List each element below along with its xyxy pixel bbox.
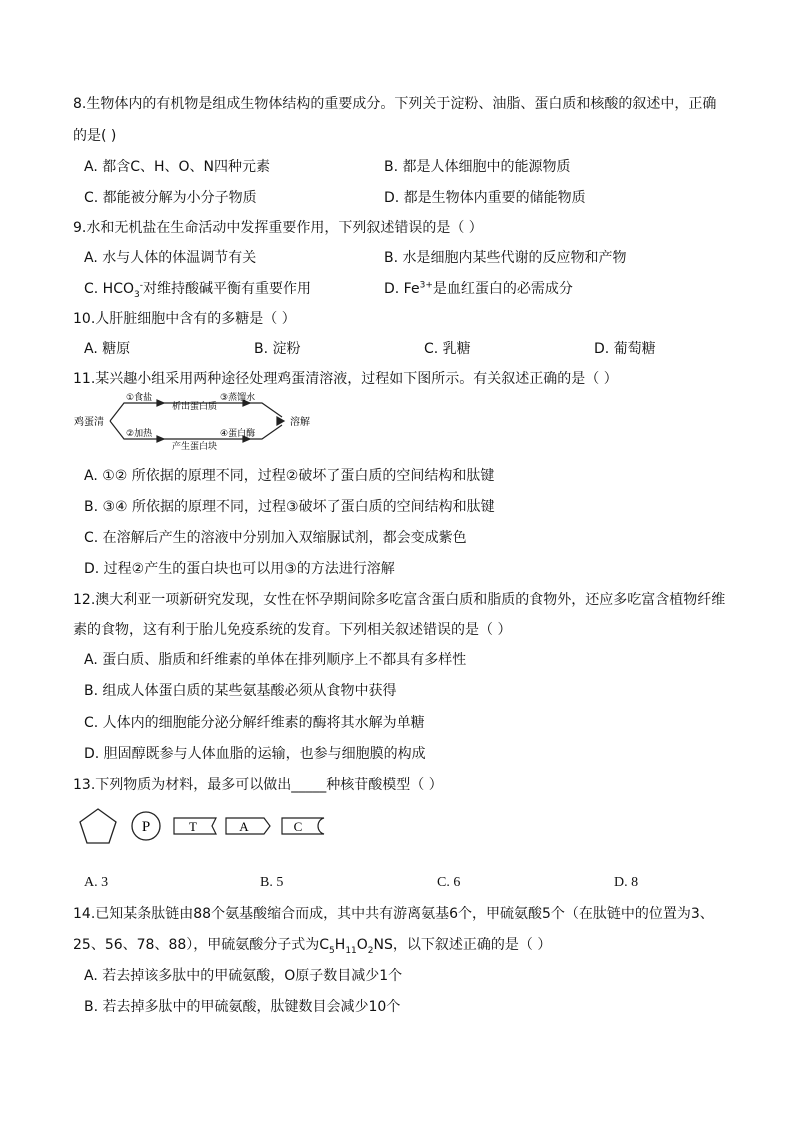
q13-option-c: C. 6 xyxy=(437,875,461,890)
base-c-shape xyxy=(282,818,324,834)
q11-option-b: B. ③④ 所依据的原理不同，过程③破坏了蛋白质的空间结构和肽键 xyxy=(84,499,495,515)
q10-option-b: B. 淀粉 xyxy=(254,341,301,357)
phosphate-label: P xyxy=(141,819,151,835)
q13-nucleotide-parts xyxy=(78,806,328,852)
q11-option-c: C. 在溶解后产生的溶液中分别加入双缩脲试剂，都会变成紫色 xyxy=(84,530,467,546)
q8-option-b: B. 都是人体细胞中的能源物质 xyxy=(384,159,571,175)
fig-product1-label: 析出蛋白质 xyxy=(172,402,218,412)
q11-stem: 11.某兴趣小组采用两种途径处理鸡蛋清溶液，过程如下图所示。有关叙述正确的是（ ） xyxy=(73,371,618,387)
q14-stem-line1: 14.已知某条肽链由88个氨基酸缩合而成，其中共有游离氨基6个，甲硫氨酸5个（在肽链中的位置为3、 xyxy=(73,906,714,922)
fig-step3-label: ③蒸馏水 xyxy=(220,393,256,403)
q12-option-b: B. 组成人体蛋白质的某些氨基酸必须从食物中获得 xyxy=(84,683,397,699)
base-a-label: A xyxy=(239,819,249,834)
fig-step1-label: ①食盐 xyxy=(126,393,153,403)
q9-option-c: C. $HCO_3^-$对维持酸碱平衡有重要作用 xyxy=(84,280,311,300)
q8-option-a: A. 都含C、H、O、N四种元素 xyxy=(84,159,271,175)
lower-arrowhead-1 xyxy=(157,436,164,442)
fig-product2-label: 产生蛋白块 xyxy=(172,442,218,451)
q11-option-d: D. 过程②产生的蛋白块也可以用③的方法进行溶解 xyxy=(84,561,395,577)
fig-end-label: 溶解 xyxy=(290,417,310,428)
q11-option-a: A. ①② 所依据的原理不同，过程②破坏了蛋白质的空间结构和肽键 xyxy=(84,468,495,484)
base-c-label: C xyxy=(293,819,303,834)
pentose-pentagon-icon xyxy=(80,809,116,843)
merge-arrowhead xyxy=(277,417,284,425)
q10-stem: 10.人肝脏细胞中含有的多糖是（ ） xyxy=(73,311,296,327)
q13-stem: 13.下列物质为材料，最多可以做出_____种核苷酸模型（ ） xyxy=(73,777,443,793)
q14-option-b: B. 若去掉多肽中的甲硫氨酸，肽键数目会减少10个 xyxy=(84,999,401,1015)
fig-start-label: 鸡蛋清 xyxy=(74,417,104,428)
q9-option-b: B. 水是细胞内某些代谢的反应物和产物 xyxy=(384,250,627,266)
q12-option-d: D. 胆固醇既参与人体血脂的运输，也参与细胞膜的构成 xyxy=(84,746,426,762)
q8-option-d: D. 都是生物体内重要的储能物质 xyxy=(384,190,586,206)
q13-option-a: A. 3 xyxy=(84,875,109,890)
q13-option-d: D. 8 xyxy=(614,875,639,890)
fig-step4-label: ④蛋白酶 xyxy=(220,429,256,439)
q14-option-a: A. 若去掉该多肽中的甲硫氨酸，O原子数目减少1个 xyxy=(84,968,403,984)
q12-stem-line2: 素的食物，这有利于胎儿免疫系统的发育。下列相关叙述错误的是（ ） xyxy=(73,622,512,638)
q9-option-a: A. 水与人体的体温调节有关 xyxy=(84,250,257,266)
upper-arrowhead-1 xyxy=(157,400,164,406)
q11-process-diagram xyxy=(74,391,336,451)
q10-option-c: C. 乳糖 xyxy=(424,341,471,357)
q9-option-d: D. $Fe^{3+}$是血红蛋白的必需成分 xyxy=(384,280,573,297)
q12-stem-line1: 12.澳大利亚一项新研究发现，女性在怀孕期间除多吃富含蛋白质和脂质的食物外，还应多吃富含植物纤维 xyxy=(73,592,726,608)
fig-step2-label: ②加热 xyxy=(126,429,153,439)
q10-option-a: A. 糖原 xyxy=(84,341,131,357)
q10-option-d: D. 葡萄糖 xyxy=(594,341,656,357)
q14-stem-line2: 25、56、78、88），甲硫氨酸分子式为$C_5H_{11}O_2NS$，以下叙述正确的是（ ） xyxy=(73,937,552,956)
q8-stem-line1: 8.生物体内的有机物是组成生物体结构的重要成分。下列关于淀粉、油脂、蛋白质和核酸的叙述中，正确 xyxy=(73,96,717,112)
q9-stem: 9.水和无机盐在生命活动中发挥重要作用，下列叙述错误的是（ ） xyxy=(73,220,483,236)
q12-option-c: C. 人体内的细胞能分泌分解纤维素的酶将其水解为单糖 xyxy=(84,715,425,731)
q13-option-b: B. 5 xyxy=(260,875,284,890)
q8-option-c: C. 都能被分解为小分子物质 xyxy=(84,190,257,206)
q8-stem-line2: 的是( ) xyxy=(73,128,117,144)
base-t-label: T xyxy=(189,819,197,834)
q12-option-a: A. 蛋白质、脂质和纤维素的单体在排列顺序上不都具有多样性 xyxy=(84,652,467,668)
